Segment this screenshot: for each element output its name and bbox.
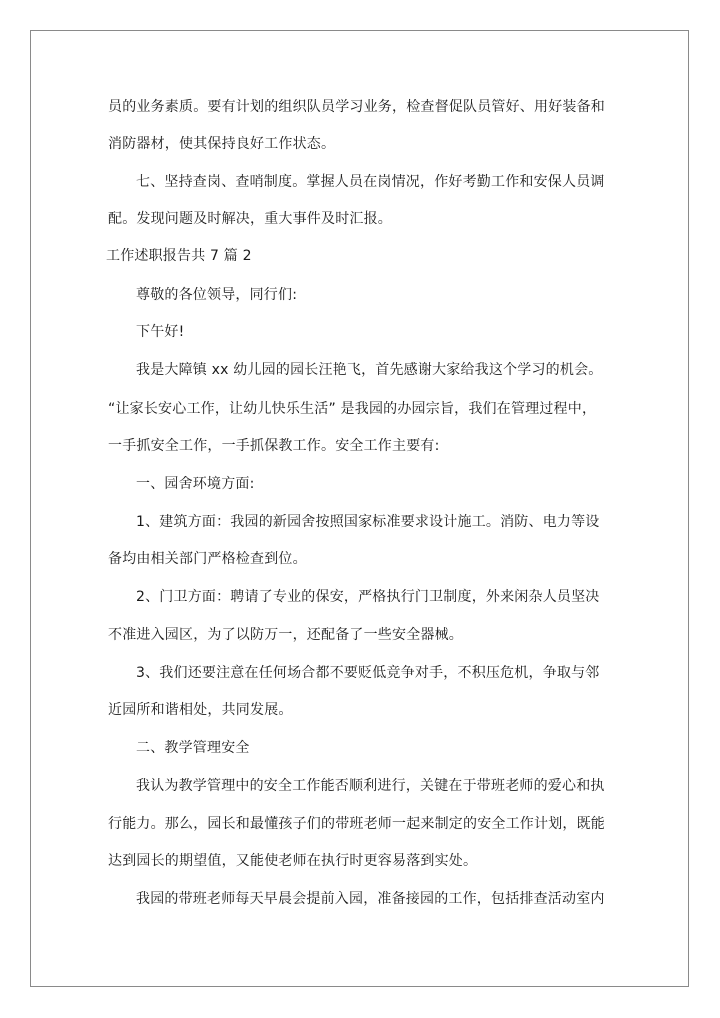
text-line: 我认为教学管理中的安全工作能否顺利进行，关键在于带班老师的爱心和执: [136, 778, 605, 794]
text-line: 下午好!: [136, 324, 185, 340]
text-line: 备均由相关部门严格检查到位。: [108, 551, 307, 567]
text-line: 达到园长的期望值，又能使老师在执行时更容易落到实处。: [108, 853, 478, 869]
text-line: 二、教学管理安全: [136, 740, 250, 756]
text-line: 我是大障镇 xx 幼儿园的园长汪艳飞，首先感谢大家给我这个学习的机会。: [136, 362, 603, 378]
text-line: 行能力。那么，园长和最懂孩子们的带班老师一起来制定的安全工作计划，既能: [108, 816, 605, 832]
text-line: 消防器材，使其保持良好工作状态。: [108, 136, 336, 152]
text-line: 配。发现问题及时解决，重大事件及时汇报。: [108, 211, 392, 227]
text-line: 3、我们还要注意在任何场合都不要贬低竞争对手，不积压危机，争取与邻: [136, 665, 600, 681]
text-line: 近园所和谐相处，共同发展。: [108, 702, 293, 718]
text-line: 一手抓安全工作，一手抓保教工作。安全工作主要有:: [108, 438, 440, 454]
text-line: 不准进入园区，为了以防万一，还配备了一些安全器械。: [108, 627, 463, 643]
text-line: 七、坚持查岗、查哨制度。掌握人员在岗情况，作好考勤工作和安保人员调: [136, 174, 605, 190]
text-line: 1、建筑方面：我园的新园舍按照国家标准要求设计施工。消防、电力等设: [136, 514, 600, 530]
text-line: 尊敬的各位领导，同行们:: [136, 287, 298, 303]
text-line: “让家长安心工作，让幼儿快乐生活” 是我园的办园宗旨，我们在管理过程中，: [108, 401, 597, 417]
text-line: 员的业务素质。要有计划的组织队员学习业务，检查督促队员管好、用好装备和: [108, 99, 605, 115]
text-line: 2、门卫方面：聘请了专业的保安，严格执行门卫制度，外来闲杂人员坚决: [136, 589, 600, 605]
section-heading: 工作述职报告共 7 篇 2: [106, 248, 252, 264]
text-line: 一、园舍环境方面:: [136, 476, 255, 492]
text-line: 我园的带班老师每天早晨会提前入园，准备接园的工作，包括排查活动室内: [136, 891, 605, 907]
